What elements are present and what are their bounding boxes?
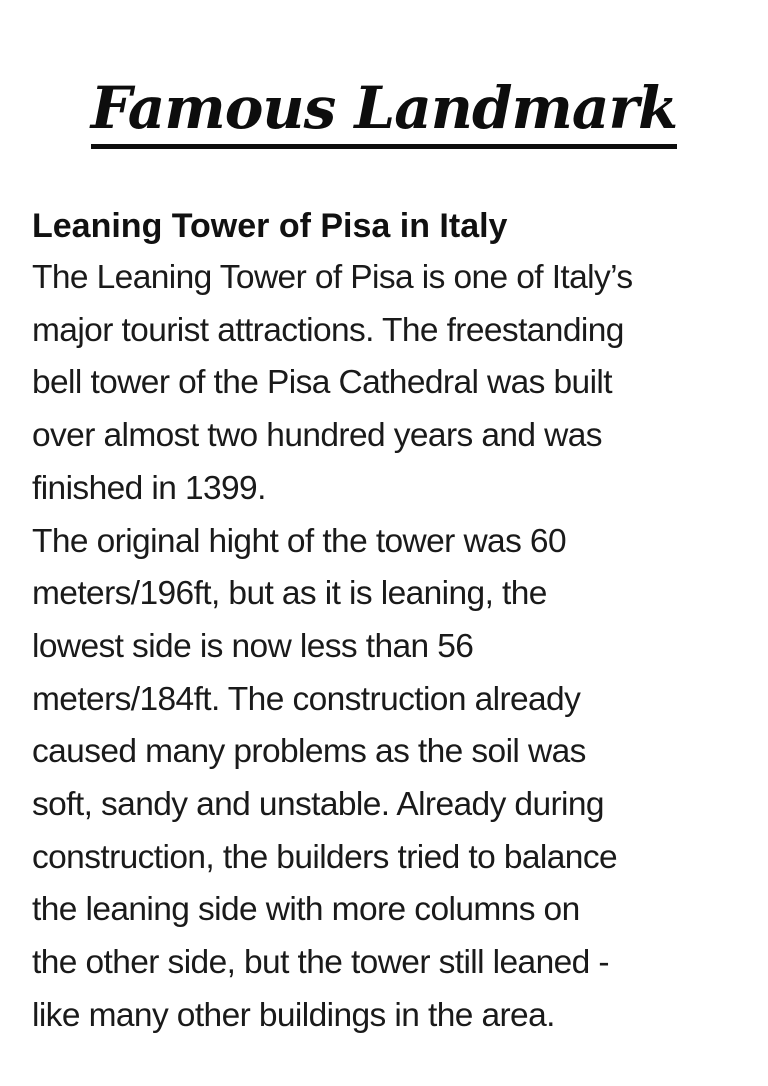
text-line: meters/196ft, but as it is leaning, the (32, 575, 547, 613)
text-line: over almost two hundred years and was (32, 417, 602, 455)
text-line: the leaning side with more columns on (32, 891, 580, 929)
text-line: finished in 1399. (32, 469, 266, 507)
text-line: lowest side is now less than 56 (32, 627, 474, 665)
text-line: soft, sandy and unstable. Already during (32, 786, 604, 824)
article-body (32, 200, 742, 1043)
text-line: The Leaning Tower of Pisa is one of Italy’s (32, 259, 633, 296)
text-line: construction, the builders tried to balance (32, 838, 618, 876)
text-line: like many other buildings in the area. (32, 996, 555, 1034)
paragraph-2 (32, 516, 742, 1043)
page-title: Famous Landmark (91, 72, 677, 149)
article-subtitle: Leaning Tower of Pisa in Italy (32, 207, 508, 245)
text-line: The original hight of the tower was 60 (32, 522, 566, 560)
text-line: caused many problems as the soil was (32, 733, 586, 771)
text-line: bell tower of the Pisa Cathedral was built (32, 364, 612, 402)
title-container (0, 72, 768, 149)
text-line: meters/184ft. The construction already (32, 680, 581, 718)
paragraph-1 (32, 252, 742, 516)
text-line: major tourist attractions. The freestanding (32, 311, 624, 349)
text-line: the other side, but the tower still leaned - (32, 944, 609, 982)
